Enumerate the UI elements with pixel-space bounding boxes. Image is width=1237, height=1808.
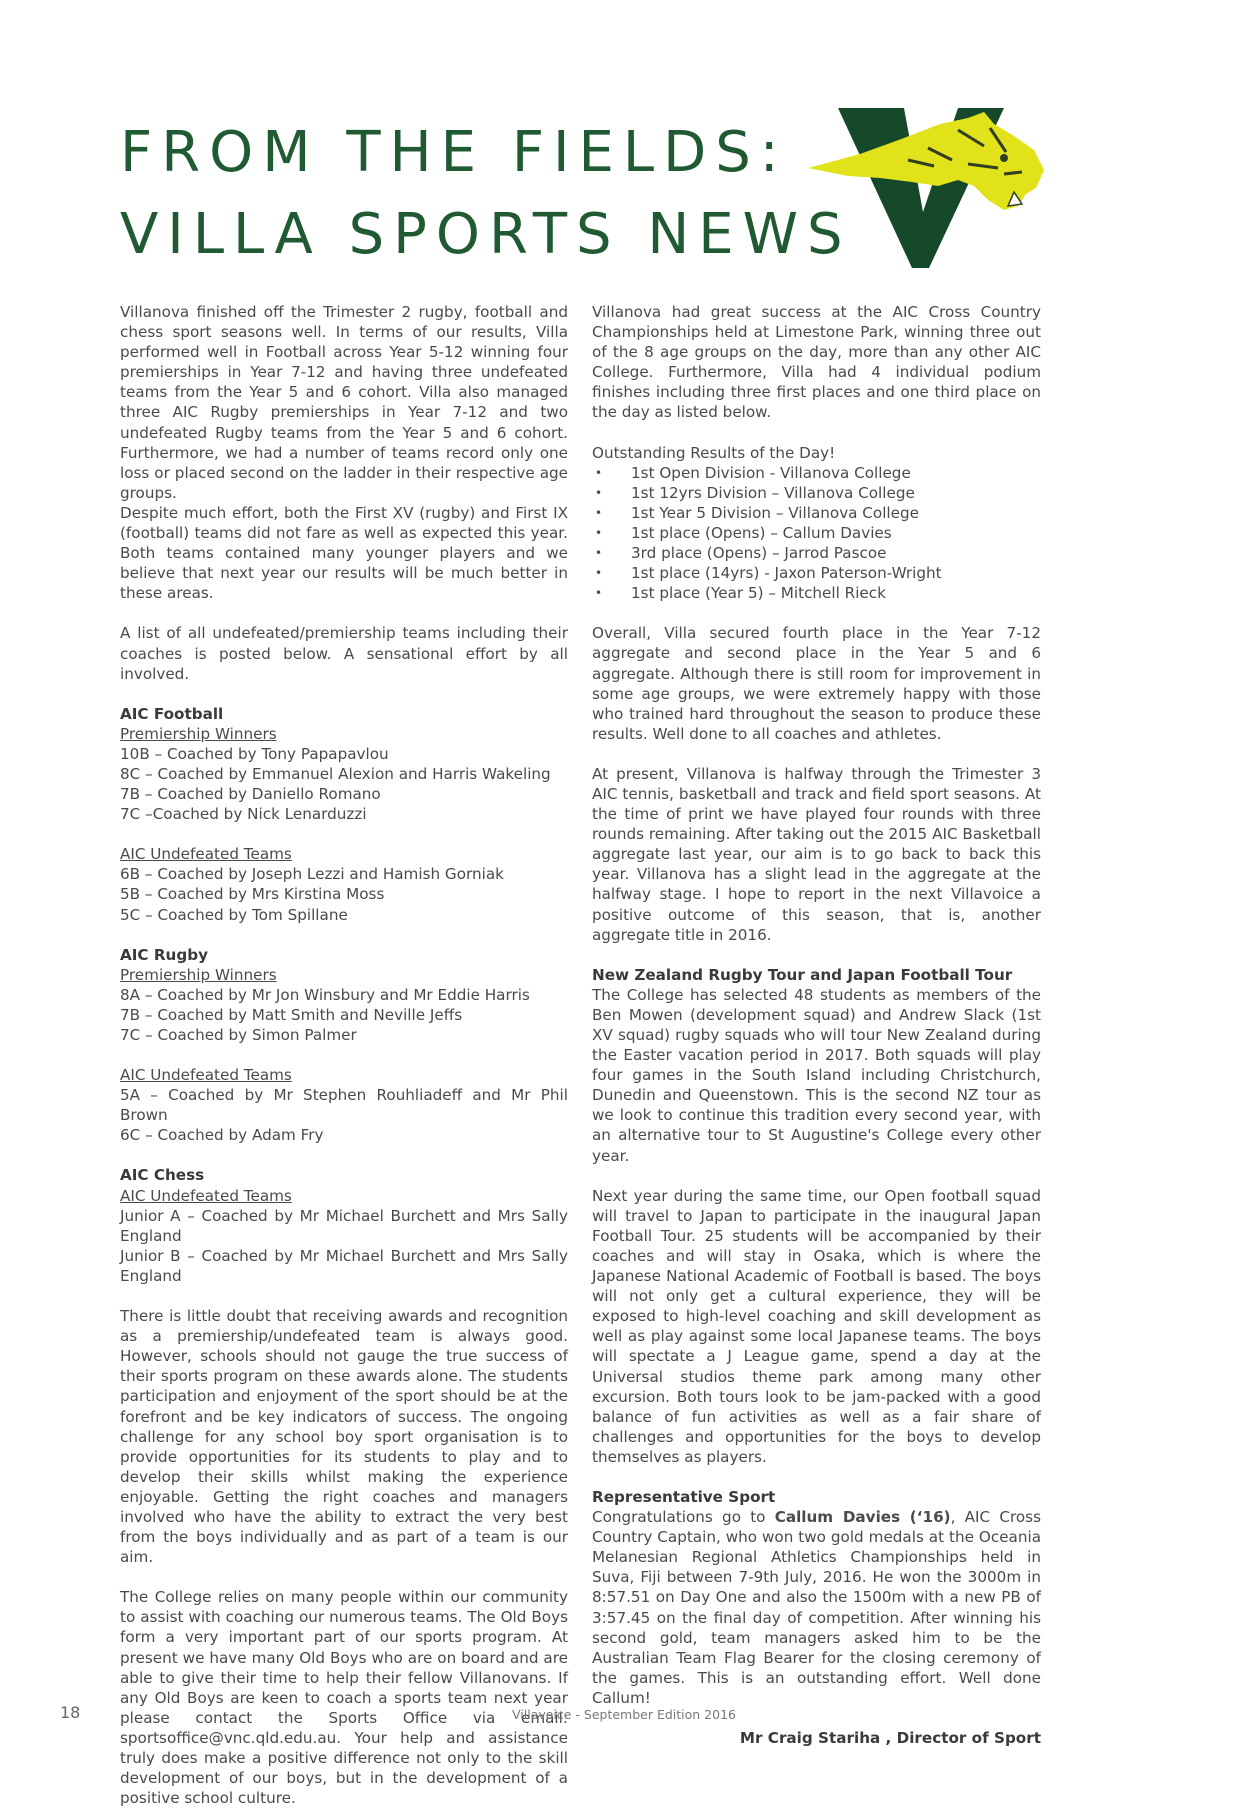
awards-paragraph: There is little doubt that receiving awards and recognition as a premiership/undefeated team is always good. However, schools should not gauge the true success of their sports program on these awards alone. The students participation and enjoyment of the sport should be at the forefront and be key indicators of success. The ongoing challenge for any school boy sport organisation is to provide opportunities for its students to play and to develop their skills whilst making the experience enjoyable. Getting the right coaches and managers involved who have the ability to extract the very best from the boys individually and as part of a team is our aim. [120, 1307, 568, 1567]
team-line: 7B – Coached by Matt Smith and Neville Jeffs [120, 1005, 463, 1024]
rugby-premiership-label: Premiership Winners [120, 965, 277, 984]
team-line: 6C – Coached by Adam Fry [120, 1126, 324, 1145]
right-column [592, 302, 1041, 1748]
list-item: • 3rd place (Opens) – Jarrod Pascoe [592, 543, 1041, 563]
team-line: 5A – Coached by Mr Stephen Rouhliadeff and Mr Phil Brown [120, 1086, 568, 1125]
team-line: 7C – Coached by Simon Palmer [120, 1026, 357, 1044]
team-line: Junior A – Coached by Mr Michael Burchett and Mrs Sally England [120, 1206, 568, 1245]
team-line: 8A – Coached by Mr Jon Winsbury and Mr Eddie Harris [120, 985, 530, 1004]
page-title [120, 112, 852, 276]
effort-paragraph: Despite much effort, both the First XV (rugby) and First IX (football) teams did not fare as well as expected this year. Both teams contained many younger players and we believe that next year our results will be much better in these areas. [120, 503, 568, 603]
publication-footer: Villavoice - September Edition 2016 [512, 1707, 736, 1722]
team-line: 5C – Coached by Tom Spillane [120, 905, 348, 924]
intro-paragraph: Villanova finished off the Trimester 2 rugby, football and chess sport seasons well. In terms of our results, Villa performed well in Football across Year 5-12 winning four premierships in Year 7-12 and having three undefeated teams from the Year 5 and 6 cohort. Villa also managed three AIC Rugby premierships in Year 7-12 and two undefeated Rugby teams from the Year 5 and 6 cohort. Furthermore, we had a number of teams record only one loss or placed second on the ladder in their respective age groups. [120, 303, 568, 502]
team-line: 6B – Coached by Joseph Lezzi and Hamish Gorniak [120, 865, 504, 884]
present-paragraph: At present, Villanova is halfway through the Trimester 3 AIC tennis, basketball and track and field sport seasons. At the time of print we have played four rounds with three rounds remaining. After taking out the 2015 AIC Basketball aggregate last year, our aim is to go back to back this year. Villanova has a slight lead in the aggregate at the halfway stage. I hope to report in the next Villavoice a positive outcome of this season, that is, another aggregate title in 2016. [592, 764, 1041, 944]
representative-sport-paragraph [592, 1507, 1041, 1708]
list-item: • 1st Open Division - Villanova College [592, 463, 1041, 483]
list-item: • 1st place (Year 5) – Mitchell Rieck [592, 583, 1041, 603]
team-line: 7B – Coached by Daniello Romano [120, 785, 381, 804]
tour-paragraph-1: The College has selected 48 students as members of the Ben Mowen (development squad) and Andrew Slack (1st XV squad) rugby squads who will tour New Zealand during the Easter vacation period in 2017. Both squads will play four games in the South Island including Christchurch, Dunedin and Queenstown. This is the second NZ tour as we look to continue this tradition every second year, with an alternative tour to St Augustine's College every other year. [592, 985, 1041, 1165]
author-signature: Mr Craig Stariha , Director of Sport [739, 1729, 1041, 1747]
team-line: Junior B – Coached by Mr Michael Burchett and Mrs Sally England [120, 1246, 568, 1285]
tour-heading: New Zealand Rugby Tour and Japan Football Tour [592, 965, 1013, 984]
list-item: • 1st Year 5 Division – Villanova College [592, 503, 1041, 523]
rep-text-body: , AIC Cross Country Captain, who won two gold medals at the Oceania Melanesian Regional Athletics Championships held in Suva, Fiji between 7-9th July, 2016. He won the 3000m in 8:57.51 on Day One and also the 1500m with a new PB of 3:57.45 on the final day of competition. After winning his second gold, team managers asked him to be the Australian Team Flag Bearer for the closing ceremony of the games. This is an outstanding effort. Well done Callum! [592, 1508, 1041, 1707]
results-list [592, 463, 1041, 604]
team-line: 8C – Coached by Emmanuel Alexion and Harris Wakeling [120, 764, 551, 783]
rep-text-lead: Congratulations go to [592, 1508, 775, 1527]
title-line-2: VILLA SPORTS NEWS [120, 202, 852, 267]
team-line: 7C –Coached by Nick Lenarduzzi [120, 805, 367, 824]
chess-heading: AIC Chess [120, 1166, 205, 1185]
football-heading: AIC Football [120, 704, 224, 723]
list-item: • 1st 12yrs Division – Villanova College [592, 483, 1041, 503]
team-line: 5B – Coached by Mrs Kirstina Moss [120, 885, 385, 904]
tour-paragraph-2: Next year during the same time, our Open football squad will travel to Japan to participate in the inaugural Japan Football Tour. 25 students will be accompanied by their coaches and will stay in Osaka, which is where the Japanese National Academic of Football is based. The boys will not only get a cultural experience, they will be exposed to high-level coaching and skill development as well as play against some local Japanese teams. The boys will spectate a J League game, spend a day at the Universal studios theme park among many other excursion. Both tours look to be jam-packed with a good balance of fun activities as well as a fair share of challenges and opportunities for the boys to develop themselves as players. [592, 1186, 1041, 1466]
list-item: • 1st place (14yrs) - Jaxon Paterson-Wright [592, 563, 1041, 583]
team-line: 10B – Coached by Tony Papapavlou [120, 744, 389, 763]
list-intro-paragraph: A list of all undefeated/premiership teams including their coaches is posted below. A sensational effort by all involved. [120, 624, 568, 683]
representative-sport-heading: Representative Sport [592, 1487, 776, 1506]
athlete-name: Callum Davies (‘16) [774, 1508, 951, 1527]
chess-undefeated-label: AIC Undefeated Teams [120, 1186, 292, 1205]
list-item: • 1st place (Opens) – Callum Davies [592, 523, 1041, 543]
college-paragraph: The College relies on many people within our community to assist with coaching our numerous teams. The Old Boys form a very important part of our sports program. At present we have many Old Boys who are on board and are able to give their time to help their fellow Villanovans. If any Old Boys are keen to coach a sports team next year please contact the Sports Office via email: sportsoffice@vnc.qld.edu.au. Your help and assistance truly does make a positive difference not only to the skill development of our boys, but in the development of a positive school culture. [120, 1588, 568, 1808]
villanova-tiger-logo [808, 108, 1044, 270]
left-column [120, 302, 568, 1808]
title-line-1: FROM THE FIELDS: [120, 120, 788, 185]
cross-country-paragraph: Villanova had great success at the AIC Cross Country Championships held at Limestone Park, winning three out of the 8 age groups on the day, more than any other AIC College. Furthermore, Villa had 4 individual podium finishes including three first places and one third place on the day as listed below. [592, 303, 1041, 422]
overall-paragraph: Overall, Villa secured fourth place in the Year 7-12 aggregate and second place in the Year 5 and 6 aggregate. Although there is still room for improvement in some age groups, we were extremely happy with those who trained hard throughout the season to produce these results. Well done to all coaches and athletes. [592, 624, 1041, 743]
rugby-heading: AIC Rugby [120, 945, 208, 964]
rugby-undefeated-label: AIC Undefeated Teams [120, 1066, 292, 1085]
outstanding-results-label: Outstanding Results of the Day! [592, 443, 836, 462]
football-premiership-label: Premiership Winners [120, 724, 277, 743]
page-number: 18 [60, 1703, 81, 1722]
football-undefeated-label: AIC Undefeated Teams [120, 845, 292, 864]
